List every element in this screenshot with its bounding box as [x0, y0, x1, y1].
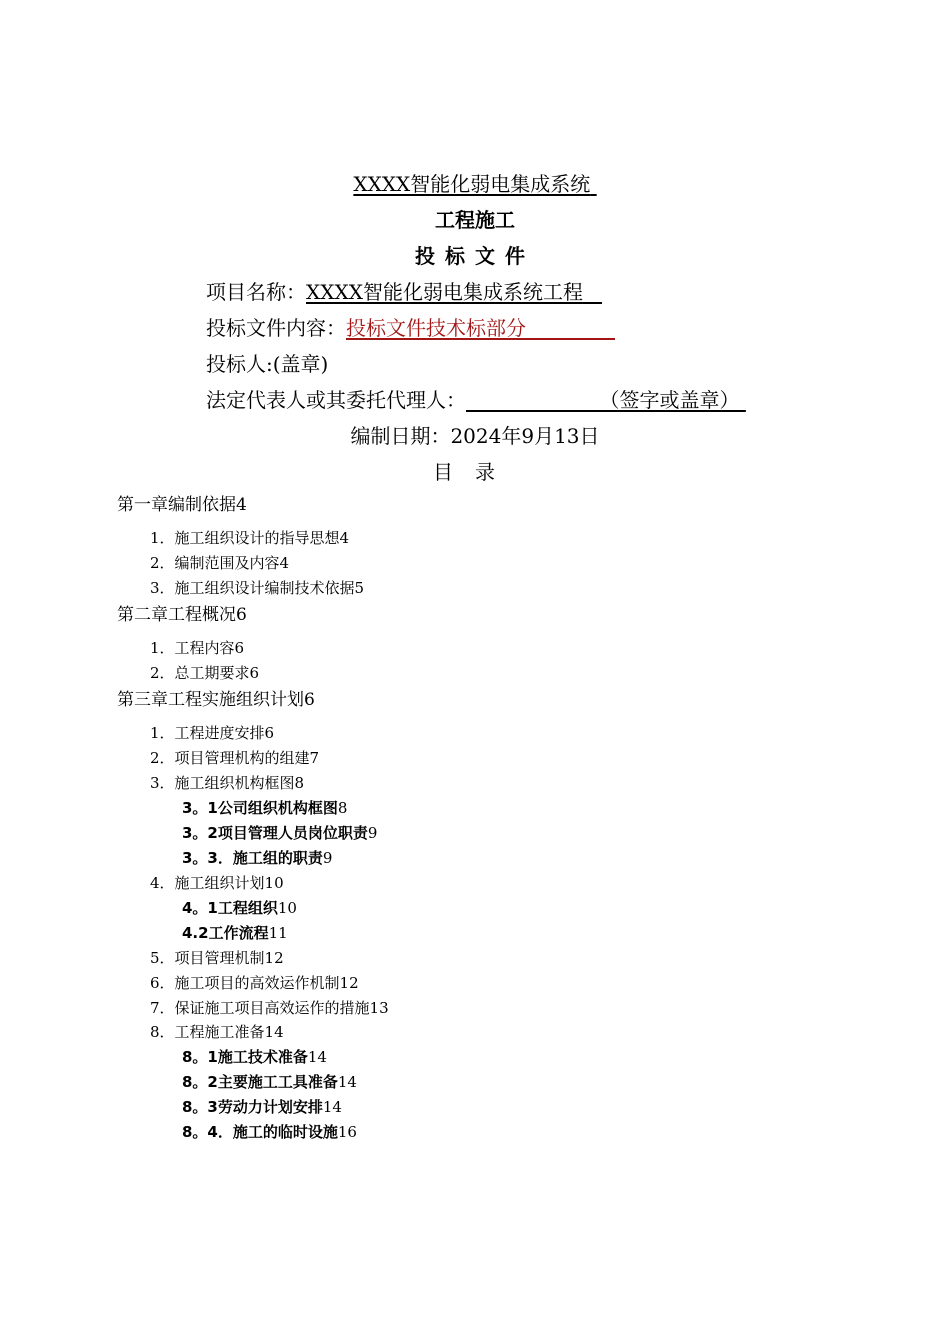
toc-title: 目录	[433, 460, 517, 484]
project-system-text: XXXX智能化弱电集成系统	[353, 172, 591, 196]
toc-item: 2．项目管理机构的组建7	[150, 749, 320, 767]
toc-subitem: 8。2主要施工工具准备14	[182, 1073, 357, 1091]
toc-item: 1．施工组织设计的指导思想4	[150, 529, 350, 547]
project-name-value: XXXX智能化弱电集成系统工程	[306, 280, 583, 304]
cover-doc-type: 投标文件	[415, 244, 535, 268]
toc-item: 8．工程施工准备14	[150, 1023, 284, 1041]
toc-chapter-3: 第三章工程实施组织计划6	[117, 690, 315, 710]
toc-item: 3．施工组织机构框图8	[150, 774, 305, 792]
content-label: 投标文件内容：	[206, 316, 346, 340]
toc-item: 2．编制范围及内容4	[150, 554, 290, 572]
toc-subitem: 4.2工作流程11	[182, 924, 288, 942]
toc-chapter-1: 第一章编制依据4	[117, 495, 247, 515]
toc-item: 5．项目管理机制12	[150, 949, 284, 967]
project-name-label: 项目名称：	[206, 280, 306, 304]
bidder-field: 投标人:(盖章)	[206, 352, 329, 376]
toc-item: 1．工程进度安排6	[150, 724, 275, 742]
cover-project-system	[0, 168, 950, 197]
toc-chapter-2: 第二章工程概况6	[117, 605, 247, 625]
representative-field	[206, 384, 746, 413]
toc-item: 3．施工组织设计编制技术依据5	[150, 579, 365, 597]
toc-subitem: 3。2项目管理人员岗位职责9	[182, 824, 378, 842]
toc-subitem: 3。3．施工组的职责9	[182, 849, 333, 867]
toc-item: 1．工程内容6	[150, 639, 245, 657]
toc-subitem: 3。1公司组织机构框图8	[182, 799, 348, 817]
toc-subitem: 8。3劳动力计划安排14	[182, 1098, 342, 1116]
representative-signature-line: （签字或盖章）	[599, 388, 740, 412]
toc-subitem: 8。1施工技术准备14	[182, 1048, 327, 1066]
toc-subitem: 4。1工程组织10	[182, 899, 297, 917]
cover-work-type: 工程施工	[435, 208, 515, 232]
toc-subitem: 8。4．施工的临时设施16	[182, 1123, 357, 1141]
toc-item: 7．保证施工项目高效运作的措施13	[150, 999, 389, 1017]
content-value: 投标文件技术标部分	[346, 316, 526, 340]
representative-label: 法定代表人或其委托代理人：	[206, 388, 466, 412]
toc-item: 6．施工项目的高效运作机制12	[150, 974, 359, 992]
content-field	[206, 312, 615, 341]
toc-item: 2．总工期要求6	[150, 664, 260, 682]
toc-item: 4．施工组织计划10	[150, 874, 284, 892]
project-name-field	[206, 276, 602, 305]
compile-date: 编制日期：2024年9月13日	[350, 424, 600, 448]
